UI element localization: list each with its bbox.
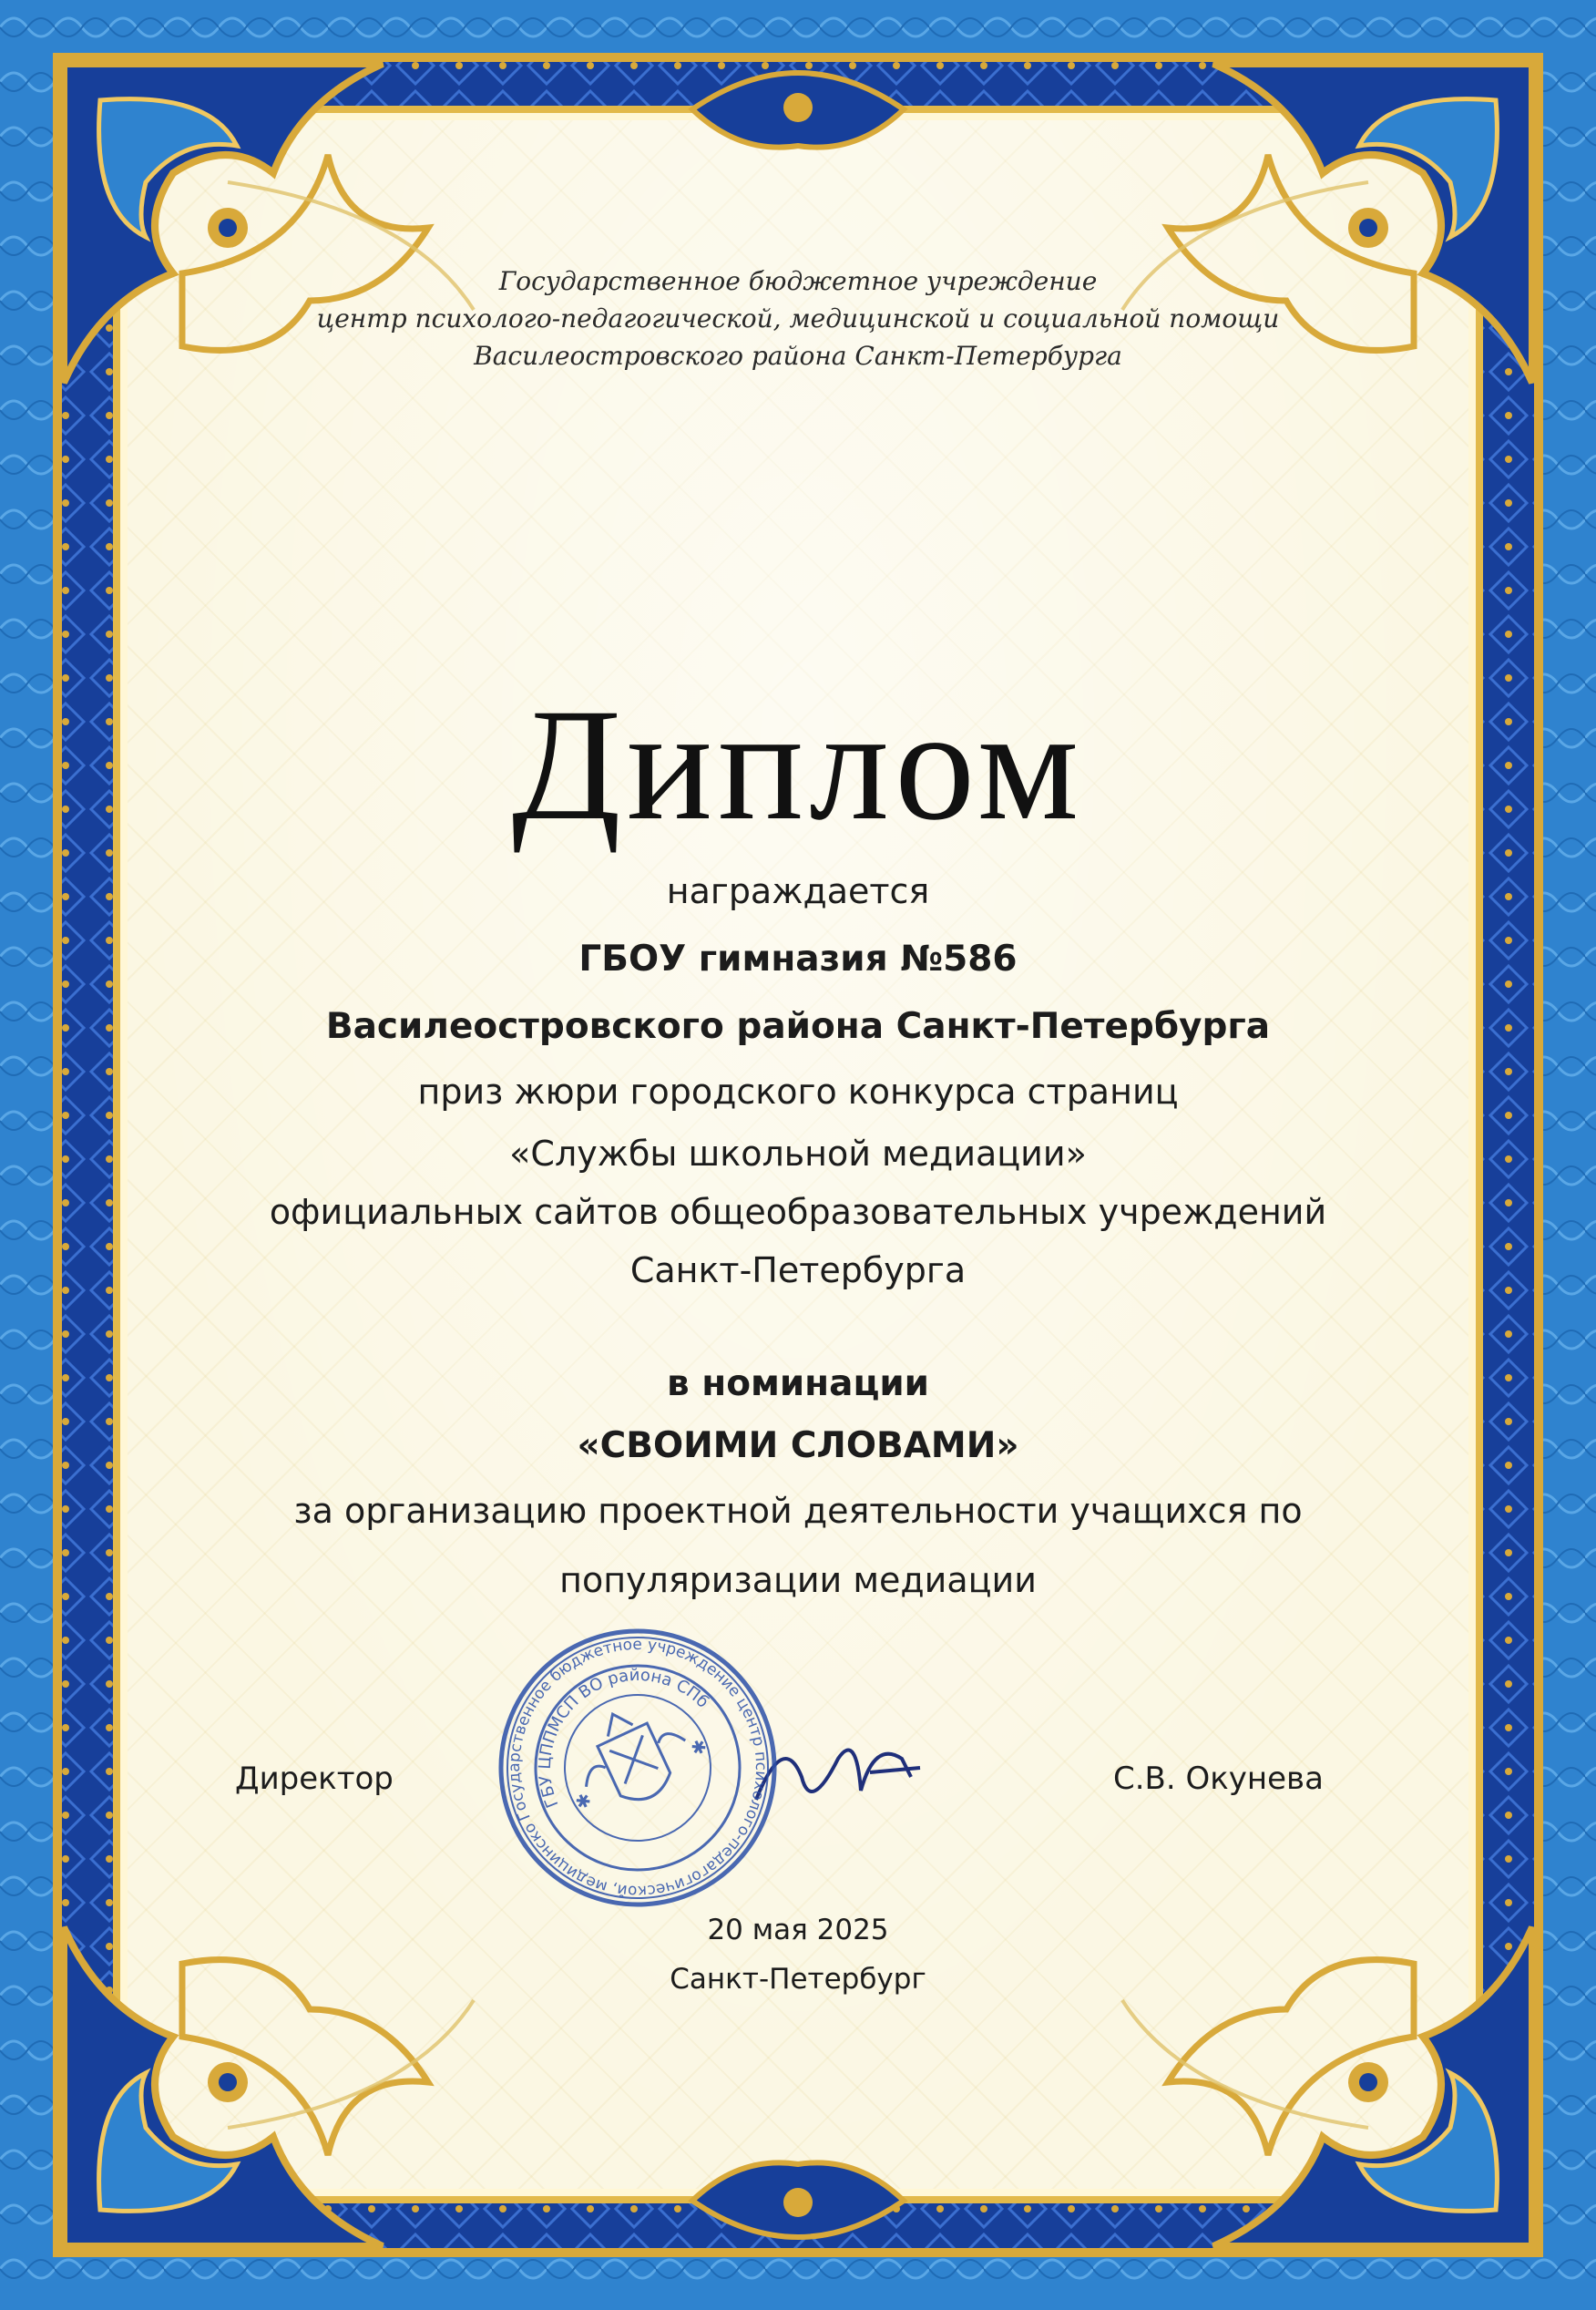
nomination-reason-line-1: за организацию проектной деятельности учащихся по: [293, 1491, 1303, 1531]
document-title: Диплом: [511, 676, 1085, 854]
issuer-line-2: центр психолого-педагогической, медицинской и социальной помощи: [316, 303, 1280, 334]
nomination-label: в номинации: [666, 1363, 930, 1404]
prize-line-4: Санкт-Петербурга: [629, 1250, 967, 1290]
signatory-name: С.В. Окунева: [1113, 1761, 1324, 1797]
issue-date: 20 мая 2025: [707, 1914, 889, 1946]
issue-city: Санкт-Петербург: [670, 1963, 926, 1996]
issuer-line-3: Василеостровского района Санкт-Петербурга: [474, 341, 1122, 371]
awarded-label: награждается: [666, 871, 930, 911]
svg-text:✱: ✱: [571, 1788, 595, 1815]
stamp-inner-text: ГБУ ЦППМСП ВО района СПб: [535, 1665, 712, 1811]
prize-line-1: приз жюри городского конкурса страниц: [417, 1072, 1179, 1112]
prize-line-2: «Службы школьной медиации»: [509, 1134, 1087, 1174]
prize-line-3: официальных сайтов общеобразовательных учреждений: [269, 1192, 1327, 1232]
nomination-name: «СВОИМИ СЛОВАМИ»: [577, 1425, 1019, 1466]
svg-text:✱: ✱: [687, 1734, 711, 1761]
recipient-line-2: Василеостровского района Санкт-Петербурга: [325, 1006, 1271, 1047]
nomination-reason-line-2: популяризации медиации: [559, 1560, 1037, 1600]
recipient-line-1: ГБОУ гимназия №586: [578, 939, 1018, 980]
issuer-line-1: Государственное бюджетное учреждение: [498, 266, 1098, 296]
stamp-outer-text: Государственное бюджетное учреждение центр психолого-педагогической, медицинской: [505, 1635, 771, 1901]
signatory-position: Директор: [235, 1761, 394, 1797]
